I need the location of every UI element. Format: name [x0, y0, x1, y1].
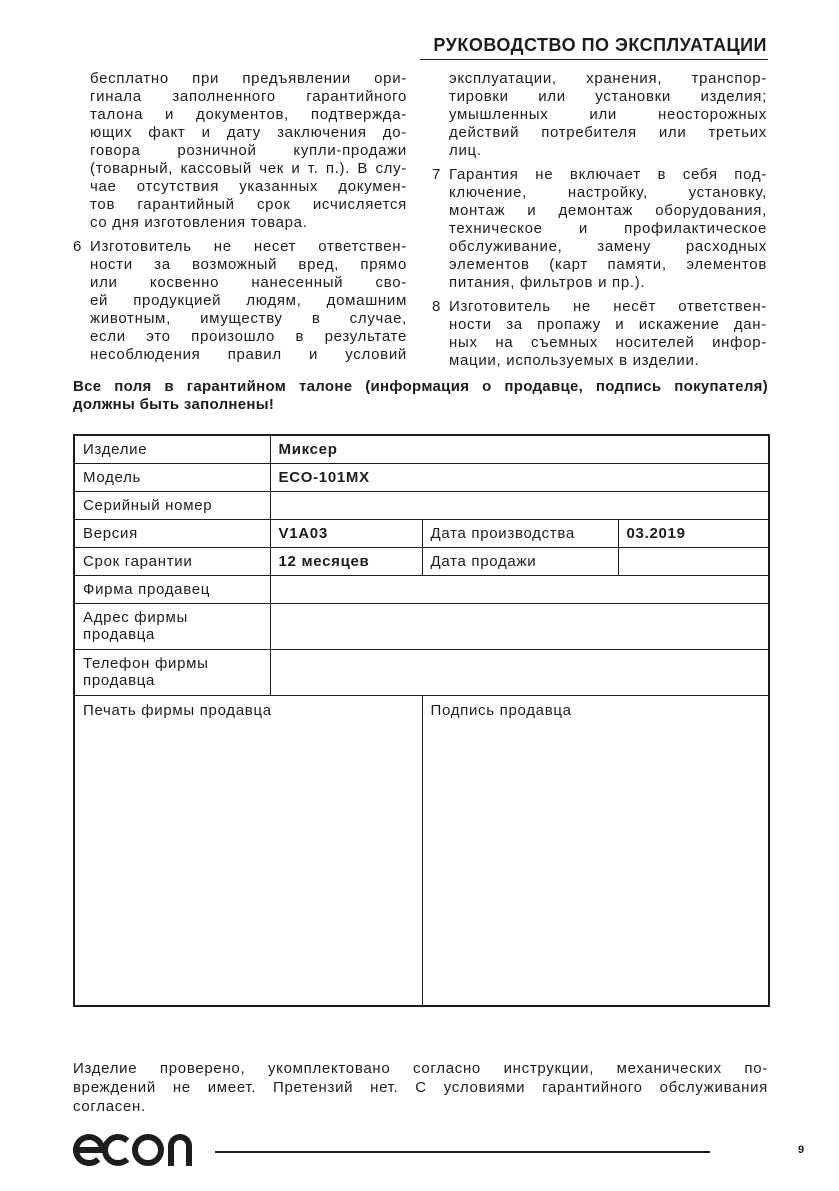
warranty-period-label: Срок гарантии — [74, 547, 270, 575]
warranty-clause-continued — [73, 70, 407, 232]
warranty-clause-continued — [432, 70, 767, 160]
row-stamp-signature — [74, 695, 769, 1006]
clause-text-line: тов гарантийный срок исчисляется — [90, 196, 407, 213]
seller-address-label-line: продавца — [83, 626, 156, 643]
warranty-clause-7 — [432, 166, 767, 292]
warranty-period-value: 12 месяцев — [270, 547, 422, 575]
row-seller-phone — [74, 649, 769, 695]
clause-number: 8 — [432, 298, 441, 315]
clause-text-line: тировки или установки изделия; — [449, 88, 767, 105]
version-value: V1A03 — [270, 519, 422, 547]
row-product — [74, 435, 769, 463]
clause-text-line: талона и документов, подтвержда- — [90, 106, 407, 123]
warranty-clause-6 — [73, 238, 407, 364]
clause-text-line: техническое и профилактическое — [449, 220, 767, 237]
clause-text-line: ющих факт и дату заключения до- — [90, 124, 407, 141]
clause-text-line: умышленных или неосторожных — [449, 106, 767, 123]
model-label: Модель — [74, 463, 270, 491]
clause-text-line: мации, используемых в изделии. — [449, 352, 700, 369]
clause-number: 6 — [73, 238, 82, 255]
clause-number: 7 — [432, 166, 441, 183]
clause-text-line: или косвенно нанесенный сво- — [90, 274, 407, 291]
clause-text-line: обслуживание, замену расходных — [449, 238, 767, 255]
seller-phone-label — [74, 649, 270, 695]
clause-text-line: несоблюдения правил и условий — [90, 346, 407, 363]
seller-signature-area: Подпись продавца — [422, 695, 769, 1006]
clause-text-line: монтаж и демонтаж оборудования, — [449, 202, 767, 219]
clause-text-line: если это произошло в результате — [90, 328, 407, 345]
clause-text-line: ности за возможный вред, прямо — [90, 256, 407, 273]
clause-text-line: лиц. — [449, 142, 482, 159]
seller-address-label-line: Адрес фирмы — [83, 609, 188, 626]
clause-text-line: ей продукцией людям, домашним — [90, 292, 407, 309]
clause-text-line: животным, имуществу в случае, — [90, 310, 407, 327]
clause-text-line: ключение, настройку, установку, — [449, 184, 767, 201]
clause-text-line: ных на съемных носителей инфор- — [449, 334, 767, 351]
page-header-title: РУКОВОДСТВО ПО ЭКСПЛУАТАЦИИ — [433, 35, 767, 55]
clause-text-line: действий потребителя или третьих — [449, 124, 767, 141]
clause-text-line: Изготовитель не несет ответствен- — [90, 238, 407, 255]
fill-in-notice — [73, 378, 768, 414]
econ-logo — [70, 1128, 195, 1172]
version-label: Версия — [74, 519, 270, 547]
clause-text-line: (товарный, кассовый чек и т. п.). В слу- — [90, 160, 407, 177]
confirmation-line: Изделие проверено, укомплектовано согласно инструкции, механических по- — [73, 1060, 768, 1077]
warranty-clause-8 — [432, 298, 767, 370]
sale-date-label: Дата продажи — [422, 547, 618, 575]
row-serial-number — [74, 491, 769, 519]
row-seller-address — [74, 603, 769, 649]
clause-text-line: элементов (карт памяти, элементов — [449, 256, 767, 273]
logo-letter-n — [171, 1137, 189, 1166]
clause-text-line: ности за пропажу и искажение дан- — [449, 316, 767, 333]
clause-text-line: чае отсутствия указанных докумен- — [90, 178, 407, 195]
clause-text-line: питания, фильтров и пр.). — [449, 274, 646, 291]
clause-text-line: Гарантия не включает в себя под- — [449, 166, 767, 183]
model-value: ECO-101MX — [270, 463, 769, 491]
footer-rule — [215, 1151, 710, 1153]
header-rule — [420, 59, 768, 60]
notice-line: должны быть заполнены! — [73, 396, 275, 413]
clause-text-line: Изготовитель не несёт ответствен- — [449, 298, 767, 315]
seller-address-field — [270, 603, 769, 649]
clause-text-line: говора розничной купли-продажи — [90, 142, 407, 159]
customer-confirmation — [73, 1059, 768, 1116]
warranty-card-table — [73, 434, 770, 1007]
seller-company-field — [270, 575, 769, 603]
product-label: Изделие — [74, 435, 270, 463]
clause-text-line: эксплуатации, хранения, транспор- — [449, 70, 767, 87]
sale-date-field — [618, 547, 769, 575]
seller-stamp-area: Печать фирмы продавца — [74, 695, 422, 1006]
seller-company-label: Фирма продавец — [74, 575, 270, 603]
confirmation-line: согласен. — [73, 1098, 146, 1115]
serial-number-label: Серийный номер — [74, 491, 270, 519]
seller-phone-label-line: продавца — [83, 672, 156, 689]
notice-line: Все поля в гарантийном талоне (информация о продавце, подпись покупателя) — [73, 378, 768, 395]
row-warranty-period — [74, 547, 769, 575]
serial-number-field — [270, 491, 769, 519]
right-text-column — [432, 70, 767, 370]
production-date-value: 03.2019 — [618, 519, 769, 547]
row-seller-company — [74, 575, 769, 603]
seller-phone-field — [270, 649, 769, 695]
logo-letter-c — [105, 1137, 127, 1163]
clause-text-line: бесплатно при предъявлении ори- — [90, 70, 407, 87]
page-number: 9 — [798, 1144, 805, 1156]
seller-address-label — [74, 603, 270, 649]
row-model — [74, 463, 769, 491]
row-version — [74, 519, 769, 547]
clause-text-line: со дня изготовления товара. — [90, 214, 308, 231]
production-date-label: Дата производства — [422, 519, 618, 547]
seller-phone-label-line: Телефон фирмы — [83, 655, 209, 672]
logo-letter-o — [135, 1137, 161, 1163]
logo-letter-e — [76, 1137, 102, 1163]
product-value: Миксер — [270, 435, 769, 463]
clause-text-line: гинала заполненного гарантийного — [90, 88, 407, 105]
left-text-column — [73, 70, 407, 364]
confirmation-line: вреждений не имеет. Претензий нет. С условиями гарантийного обслуживания — [73, 1079, 768, 1096]
